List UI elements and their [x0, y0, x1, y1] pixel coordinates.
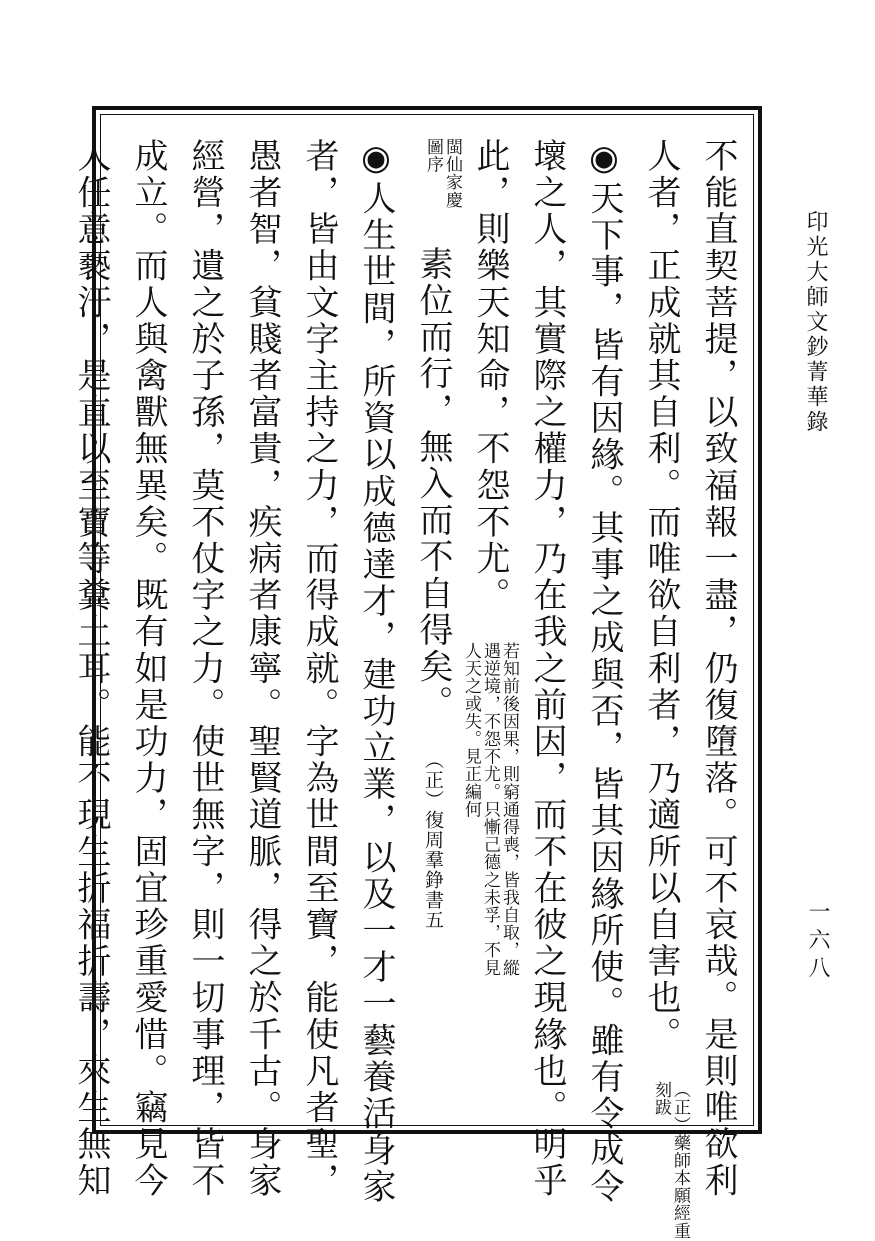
main-text	[71, 138, 746, 1240]
annotation-note: 若知前後因果，則窮通得喪，皆我自取，縱遇逆境，不怨不尤。只慚己德之未孚，不見人天之或失。見正編何	[461, 641, 519, 977]
text-line-10	[176, 138, 233, 1200]
text-line-1	[689, 138, 746, 1200]
line-text: 成立。而人與禽獸無異矣。既有如是功力，固宜珍重愛惜。竊見今	[128, 138, 168, 1200]
source-note: （正）藥師本願經重刻跋	[651, 1081, 690, 1240]
text-line-3	[575, 138, 632, 1206]
line-text: ◉人生世間，所資以成德達才，建功立業，以及一才一藝養活身家	[356, 138, 396, 1206]
line-text: 壞之人，其實際之權力，乃在我之前因，而不在彼之現緣也。明乎	[527, 138, 567, 1200]
line-text: 此，則樂天知命，不怨不尤。	[470, 138, 510, 614]
page-number: 一六八	[805, 900, 830, 984]
line-text: ◉天下事，皆有因緣。其事之成與否，皆其因緣所使。雖有令成令	[584, 138, 624, 1206]
text-line-12	[62, 138, 119, 1200]
line-text: 不能直契菩提，以致福報一盡，仍復墮落。可不哀哉。是則唯欲利	[698, 138, 738, 1200]
line-text: 經營，遺之於子孫，莫不仗字之力。使世無字，則一切事理，皆不	[185, 138, 225, 1200]
text-line-9	[233, 138, 290, 1200]
line-text: 人任意褻汙，是直以至寶等糞土耳。能不現生折福折壽，來生無知	[71, 138, 111, 1200]
line-text: 人者，正成就其自利。而唯欲自利者，乃適所以自害也。	[641, 138, 681, 1053]
text-line-7	[347, 138, 404, 1206]
text-line-11	[119, 138, 176, 1200]
line-text: 素位而行，無入而不自得矣。	[413, 246, 453, 722]
text-line-5	[461, 138, 518, 1108]
text-line-6	[404, 138, 461, 1108]
source-note: （正）復周羣錚書五	[422, 749, 444, 930]
section-heading-note: 閩仙家慶圖序	[423, 138, 462, 209]
line-text: 愚者智，貧賤者富貴，疾病者康寧。聖賢道脈，得之於千古。身家	[242, 138, 282, 1200]
text-line-4	[518, 138, 575, 1200]
book-title: 印光大師文鈔菁華錄	[803, 210, 828, 435]
text-line-2	[632, 138, 690, 1240]
text-line-8	[290, 138, 347, 1200]
line-text: 者，皆由文字主持之力，而得成就。字為世間至寶，能使凡者聖，	[299, 138, 339, 1200]
